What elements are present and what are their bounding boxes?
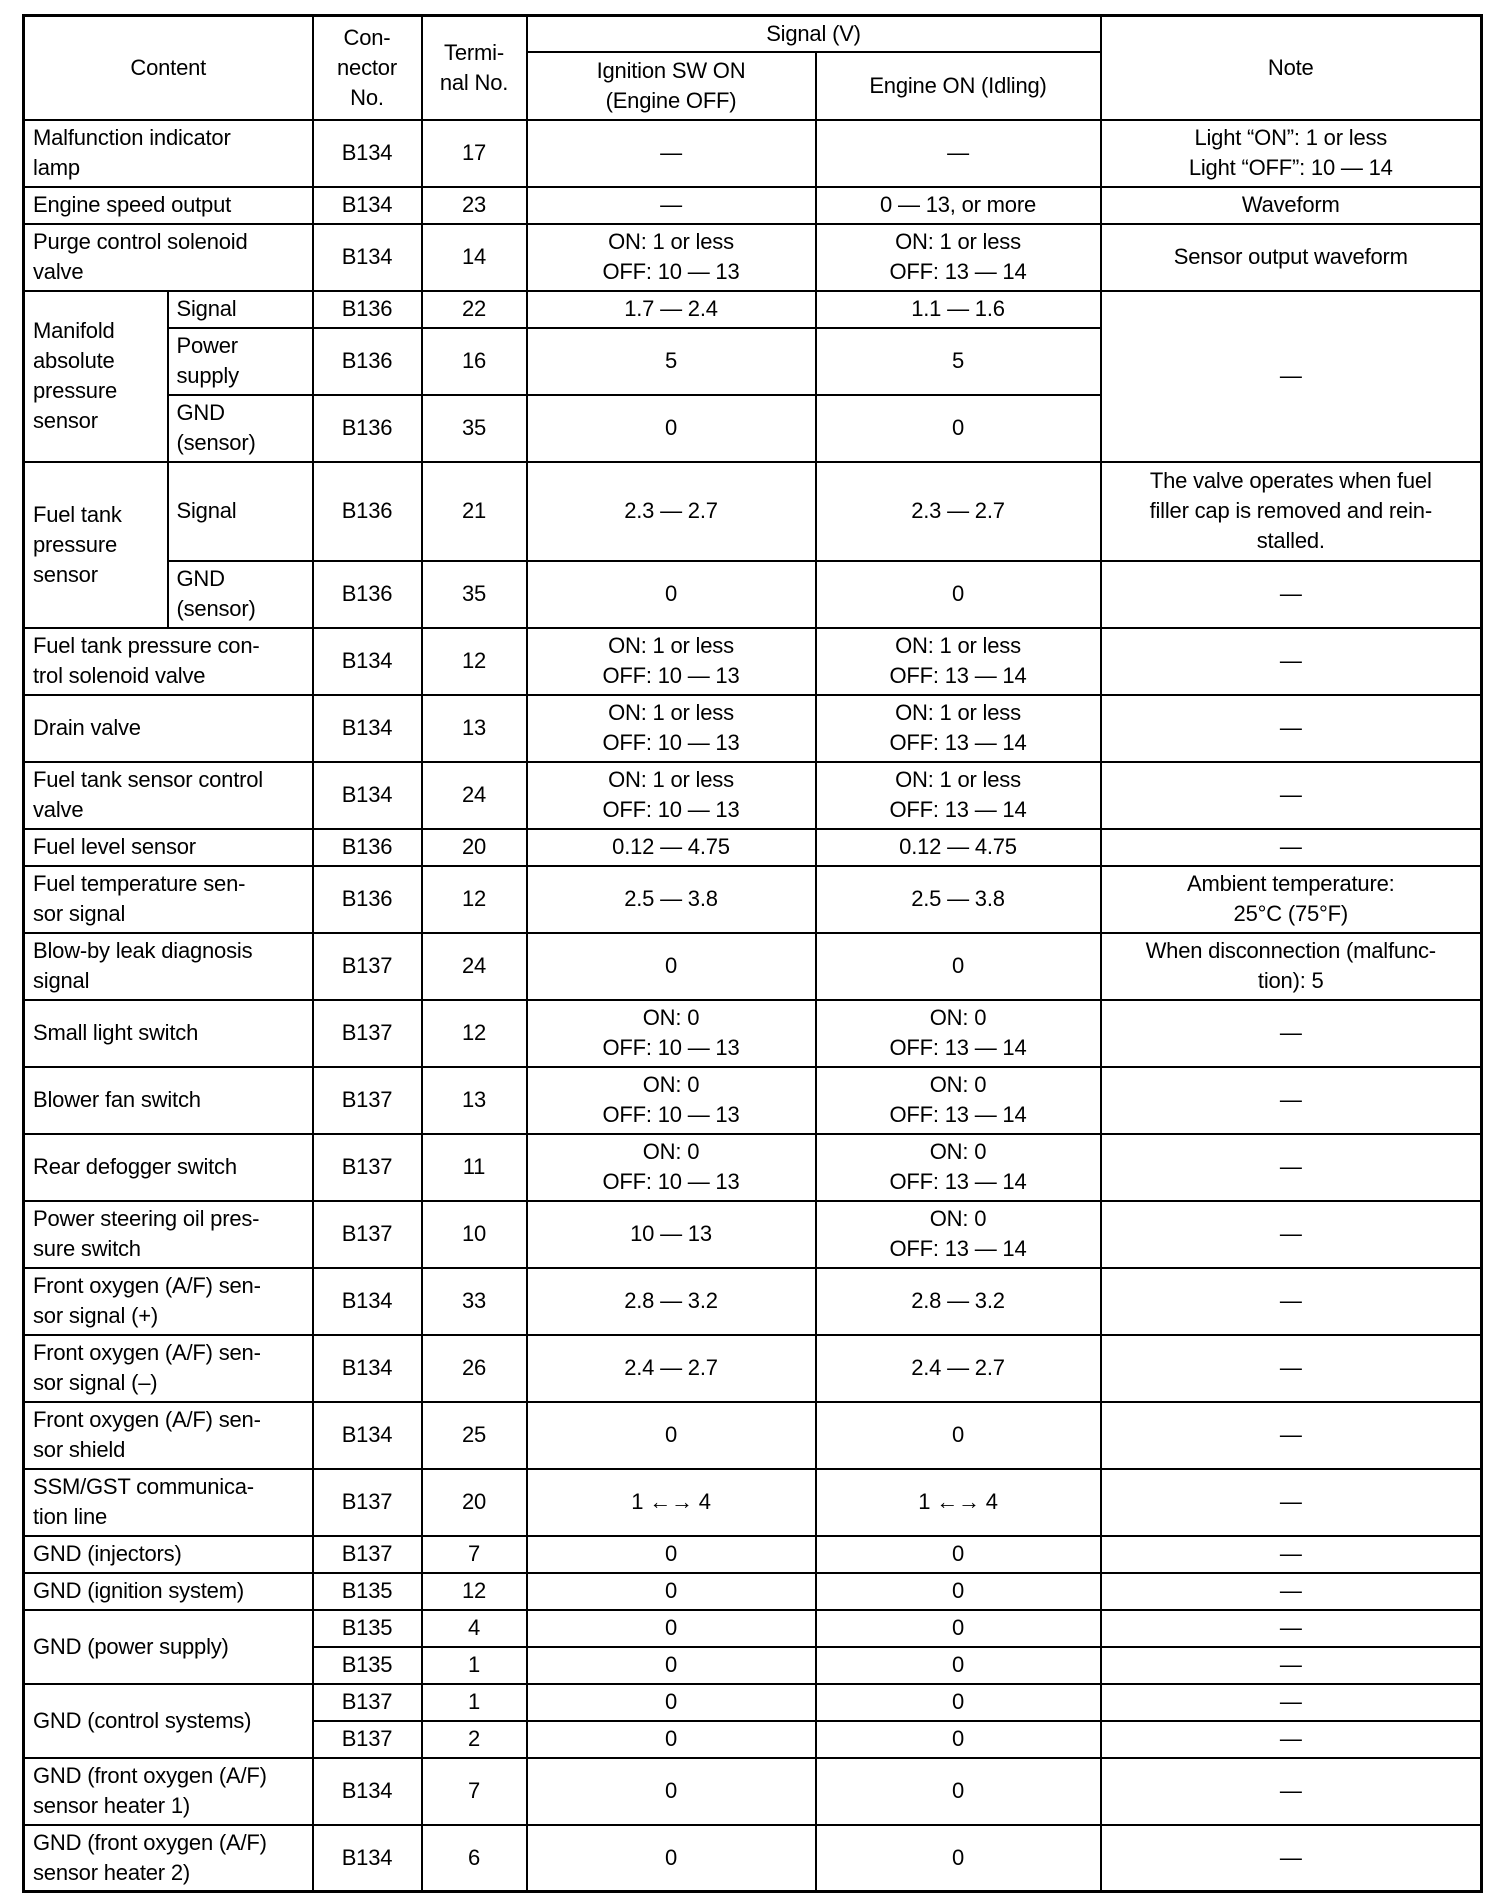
connector-cell: B137 xyxy=(313,933,422,1000)
signal-table xyxy=(22,14,1483,1893)
table-row xyxy=(24,1201,1482,1268)
connector-cell: B134 xyxy=(313,1825,422,1892)
engine-signal-cell: ON: 0 OFF: 13 — 14 xyxy=(816,1201,1101,1268)
note-cell: — xyxy=(1101,762,1482,829)
header-content: Content xyxy=(24,16,313,120)
engine-signal-cell: 2.4 — 2.7 xyxy=(816,1335,1101,1402)
content-cell: Front oxygen (A/F) sen- sor shield xyxy=(24,1402,313,1469)
header-engine: Engine ON (Idling) xyxy=(816,52,1101,120)
ignition-signal-cell: — xyxy=(527,187,816,224)
engine-signal-cell: 0.12 — 4.75 xyxy=(816,829,1101,866)
terminal-cell: 10 xyxy=(422,1201,527,1268)
terminal-cell: 35 xyxy=(422,561,527,628)
table-row xyxy=(24,1825,1482,1892)
connector-cell: B134 xyxy=(313,628,422,695)
content-cell: Blower fan switch xyxy=(24,1067,313,1134)
terminal-cell: 20 xyxy=(422,829,527,866)
note-cell: — xyxy=(1101,1536,1482,1573)
table-row xyxy=(24,1469,1482,1536)
ignition-signal-cell: ON: 0 OFF: 10 — 13 xyxy=(527,1000,816,1067)
note-cell: — xyxy=(1101,1684,1482,1721)
header-terminal: Termi- nal No. xyxy=(422,16,527,120)
table-row xyxy=(24,187,1482,224)
ignition-signal-cell: 0 xyxy=(527,1721,816,1758)
connector-cell: B134 xyxy=(313,120,422,187)
terminal-cell: 13 xyxy=(422,1067,527,1134)
terminal-cell: 12 xyxy=(422,1573,527,1610)
terminal-cell: 13 xyxy=(422,695,527,762)
connector-cell: B135 xyxy=(313,1573,422,1610)
connector-cell: B134 xyxy=(313,1758,422,1825)
content-cell: Fuel tank pressure sensor xyxy=(24,462,168,628)
engine-signal-cell: — xyxy=(816,120,1101,187)
table-row xyxy=(24,1402,1482,1469)
sub-content-cell: Signal xyxy=(168,291,313,328)
table-row xyxy=(24,1684,1482,1721)
ignition-signal-cell: 5 xyxy=(527,328,816,395)
content-cell: Front oxygen (A/F) sen- sor signal (–) xyxy=(24,1335,313,1402)
table-row xyxy=(24,762,1482,829)
engine-signal-cell: ON: 0 OFF: 13 — 14 xyxy=(816,1000,1101,1067)
ignition-signal-cell: ON: 1 or less OFF: 10 — 13 xyxy=(527,695,816,762)
ignition-signal-cell: ON: 0 OFF: 10 — 13 xyxy=(527,1134,816,1201)
note-cell: — xyxy=(1101,1647,1482,1684)
header-note: Note xyxy=(1101,16,1482,120)
engine-signal-cell: 0 xyxy=(816,1573,1101,1610)
engine-signal-cell: 2.3 — 2.7 xyxy=(816,462,1101,561)
table-row xyxy=(24,1758,1482,1825)
note-cell: — xyxy=(1101,1758,1482,1825)
connector-cell: B137 xyxy=(313,1469,422,1536)
terminal-cell: 7 xyxy=(422,1536,527,1573)
table-row xyxy=(24,866,1482,933)
engine-signal-cell: 1 ←→ 4 xyxy=(816,1469,1101,1536)
content-cell: Power steering oil pres- sure switch xyxy=(24,1201,313,1268)
terminal-cell: 1 xyxy=(422,1684,527,1721)
connector-cell: B134 xyxy=(313,1335,422,1402)
engine-signal-cell: ON: 1 or less OFF: 13 — 14 xyxy=(816,628,1101,695)
table-row xyxy=(24,224,1482,291)
ignition-signal-cell: ON: 1 or less OFF: 10 — 13 xyxy=(527,628,816,695)
table-row xyxy=(24,933,1482,1000)
table-row xyxy=(24,1573,1482,1610)
connector-cell: B136 xyxy=(313,328,422,395)
engine-signal-cell: 2.8 — 3.2 xyxy=(816,1268,1101,1335)
note-cell: — xyxy=(1101,695,1482,762)
ignition-signal-cell: 1.7 — 2.4 xyxy=(527,291,816,328)
terminal-cell: 12 xyxy=(422,1000,527,1067)
table-row xyxy=(24,1536,1482,1573)
terminal-cell: 12 xyxy=(422,628,527,695)
terminal-cell: 33 xyxy=(422,1268,527,1335)
engine-signal-cell: 0 xyxy=(816,1647,1101,1684)
ignition-signal-cell: 0 xyxy=(527,1402,816,1469)
engine-signal-cell: 2.5 — 3.8 xyxy=(816,866,1101,933)
connector-cell: B136 xyxy=(313,866,422,933)
table-row xyxy=(24,628,1482,695)
ignition-signal-cell: ON: 1 or less OFF: 10 — 13 xyxy=(527,762,816,829)
content-cell: Blow-by leak diagnosis signal xyxy=(24,933,313,1000)
content-cell: Engine speed output xyxy=(24,187,313,224)
content-cell: GND (power supply) xyxy=(24,1610,313,1684)
engine-signal-cell: 0 xyxy=(816,1721,1101,1758)
note-cell: — xyxy=(1101,291,1482,462)
note-cell: Waveform xyxy=(1101,187,1482,224)
table-row xyxy=(24,1067,1482,1134)
terminal-cell: 16 xyxy=(422,328,527,395)
terminal-cell: 25 xyxy=(422,1402,527,1469)
note-cell: — xyxy=(1101,1402,1482,1469)
connector-cell: B134 xyxy=(313,695,422,762)
ignition-signal-cell: — xyxy=(527,120,816,187)
connector-cell: B137 xyxy=(313,1000,422,1067)
note-cell: Light “ON”: 1 or less Light “OFF”: 10 — 14 xyxy=(1101,120,1482,187)
content-cell: GND (ignition system) xyxy=(24,1573,313,1610)
engine-signal-cell: 0 xyxy=(816,1402,1101,1469)
ignition-signal-cell: 0 xyxy=(527,1684,816,1721)
connector-cell: B136 xyxy=(313,561,422,628)
connector-cell: B136 xyxy=(313,829,422,866)
connector-cell: B136 xyxy=(313,462,422,561)
ignition-signal-cell: 2.5 — 3.8 xyxy=(527,866,816,933)
ignition-signal-cell: 0 xyxy=(527,933,816,1000)
content-cell: Drain valve xyxy=(24,695,313,762)
ignition-signal-cell: 10 — 13 xyxy=(527,1201,816,1268)
note-cell: — xyxy=(1101,1067,1482,1134)
engine-signal-cell: ON: 1 or less OFF: 13 — 14 xyxy=(816,224,1101,291)
note-cell: — xyxy=(1101,1335,1482,1402)
sub-content-cell: GND (sensor) xyxy=(168,395,313,462)
note-cell: — xyxy=(1101,1610,1482,1647)
content-cell: Fuel temperature sen- sor signal xyxy=(24,866,313,933)
note-cell: — xyxy=(1101,829,1482,866)
terminal-cell: 12 xyxy=(422,866,527,933)
connector-cell: B134 xyxy=(313,762,422,829)
connector-cell: B134 xyxy=(313,1268,422,1335)
ignition-signal-cell: ON: 0 OFF: 10 — 13 xyxy=(527,1067,816,1134)
table-row xyxy=(24,1000,1482,1067)
header-ignition: Ignition SW ON (Engine OFF) xyxy=(527,52,816,120)
note-cell: When disconnection (malfunc- tion): 5 xyxy=(1101,933,1482,1000)
connector-cell: B135 xyxy=(313,1647,422,1684)
connector-cell: B137 xyxy=(313,1536,422,1573)
terminal-cell: 1 xyxy=(422,1647,527,1684)
table-row xyxy=(24,120,1482,187)
note-cell: — xyxy=(1101,1201,1482,1268)
sub-content-cell: Power supply xyxy=(168,328,313,395)
note-cell: — xyxy=(1101,1268,1482,1335)
content-cell: Front oxygen (A/F) sen- sor signal (+) xyxy=(24,1268,313,1335)
terminal-cell: 20 xyxy=(422,1469,527,1536)
engine-signal-cell: ON: 0 OFF: 13 — 14 xyxy=(816,1067,1101,1134)
ignition-signal-cell: 0 xyxy=(527,1573,816,1610)
content-cell: GND (control systems) xyxy=(24,1684,313,1758)
ignition-signal-cell: 0 xyxy=(527,395,816,462)
content-cell: SSM/GST communica- tion line xyxy=(24,1469,313,1536)
connector-cell: B137 xyxy=(313,1684,422,1721)
connector-cell: B135 xyxy=(313,1610,422,1647)
table-row xyxy=(24,1335,1482,1402)
connector-cell: B136 xyxy=(313,395,422,462)
table-row xyxy=(24,291,1482,328)
terminal-cell: 24 xyxy=(422,762,527,829)
terminal-cell: 24 xyxy=(422,933,527,1000)
ignition-signal-cell: 0 xyxy=(527,1825,816,1892)
engine-signal-cell: ON: 1 or less OFF: 13 — 14 xyxy=(816,762,1101,829)
connector-cell: B136 xyxy=(313,291,422,328)
note-cell: — xyxy=(1101,1000,1482,1067)
engine-signal-cell: ON: 0 OFF: 13 — 14 xyxy=(816,1134,1101,1201)
content-cell: Small light switch xyxy=(24,1000,313,1067)
engine-signal-cell: 0 xyxy=(816,561,1101,628)
content-cell: Fuel level sensor xyxy=(24,829,313,866)
header-signal: Signal (V) xyxy=(527,16,1101,52)
ignition-signal-cell: 2.3 — 2.7 xyxy=(527,462,816,561)
ignition-signal-cell: 0 xyxy=(527,1610,816,1647)
content-cell: Purge control solenoid valve xyxy=(24,224,313,291)
connector-cell: B134 xyxy=(313,224,422,291)
table-row xyxy=(24,695,1482,762)
note-cell: The valve operates when fuel filler cap is removed and rein- stalled. xyxy=(1101,462,1482,561)
engine-signal-cell: 1.1 — 1.6 xyxy=(816,291,1101,328)
content-cell: Fuel tank pressure con- trol solenoid valve xyxy=(24,628,313,695)
content-cell: Malfunction indicator lamp xyxy=(24,120,313,187)
ignition-signal-cell: 0.12 — 4.75 xyxy=(527,829,816,866)
terminal-cell: 7 xyxy=(422,1758,527,1825)
connector-cell: B134 xyxy=(313,187,422,224)
terminal-cell: 6 xyxy=(422,1825,527,1892)
engine-signal-cell: 0 xyxy=(816,1758,1101,1825)
connector-cell: B137 xyxy=(313,1067,422,1134)
engine-signal-cell: 0 — 13, or more xyxy=(816,187,1101,224)
terminal-cell: 23 xyxy=(422,187,527,224)
connector-cell: B134 xyxy=(313,1402,422,1469)
sub-content-cell: Signal xyxy=(168,462,313,561)
content-cell: Fuel tank sensor control valve xyxy=(24,762,313,829)
table-row xyxy=(24,1134,1482,1201)
ignition-signal-cell: 2.4 — 2.7 xyxy=(527,1335,816,1402)
content-cell: GND (front oxygen (A/F) sensor heater 2) xyxy=(24,1825,313,1892)
note-cell: — xyxy=(1101,1573,1482,1610)
ignition-signal-cell: 0 xyxy=(527,1647,816,1684)
sub-content-cell: GND (sensor) xyxy=(168,561,313,628)
ignition-signal-cell: 1 ←→ 4 xyxy=(527,1469,816,1536)
content-cell: Rear defogger switch xyxy=(24,1134,313,1201)
table-row xyxy=(24,561,1482,628)
note-cell: — xyxy=(1101,1825,1482,1892)
connector-cell: B137 xyxy=(313,1721,422,1758)
ignition-signal-cell: 0 xyxy=(527,561,816,628)
table-row xyxy=(24,1268,1482,1335)
header-connector: Con- nector No. xyxy=(313,16,422,120)
engine-signal-cell: 0 xyxy=(816,1825,1101,1892)
note-cell: — xyxy=(1101,628,1482,695)
note-cell: — xyxy=(1101,561,1482,628)
table-row xyxy=(24,829,1482,866)
connector-cell: B137 xyxy=(313,1201,422,1268)
content-cell: Manifold absolute pressure sensor xyxy=(24,291,168,462)
engine-signal-cell: 0 xyxy=(816,1610,1101,1647)
note-cell: — xyxy=(1101,1469,1482,1536)
terminal-cell: 14 xyxy=(422,224,527,291)
engine-signal-cell: ON: 1 or less OFF: 13 — 14 xyxy=(816,695,1101,762)
engine-signal-cell: 0 xyxy=(816,1536,1101,1573)
terminal-cell: 21 xyxy=(422,462,527,561)
connector-cell: B137 xyxy=(313,1134,422,1201)
engine-signal-cell: 0 xyxy=(816,395,1101,462)
note-cell: Ambient temperature: 25°C (75°F) xyxy=(1101,866,1482,933)
ignition-signal-cell: 2.8 — 3.2 xyxy=(527,1268,816,1335)
content-cell: GND (injectors) xyxy=(24,1536,313,1573)
terminal-cell: 17 xyxy=(422,120,527,187)
ignition-signal-cell: 0 xyxy=(527,1536,816,1573)
terminal-cell: 35 xyxy=(422,395,527,462)
engine-signal-cell: 0 xyxy=(816,1684,1101,1721)
terminal-cell: 4 xyxy=(422,1610,527,1647)
note-cell: — xyxy=(1101,1721,1482,1758)
terminal-cell: 11 xyxy=(422,1134,527,1201)
engine-signal-cell: 0 xyxy=(816,933,1101,1000)
terminal-cell: 2 xyxy=(422,1721,527,1758)
ignition-signal-cell: 0 xyxy=(527,1758,816,1825)
terminal-cell: 22 xyxy=(422,291,527,328)
content-cell: GND (front oxygen (A/F) sensor heater 1) xyxy=(24,1758,313,1825)
engine-signal-cell: 5 xyxy=(816,328,1101,395)
note-cell: Sensor output waveform xyxy=(1101,224,1482,291)
terminal-cell: 26 xyxy=(422,1335,527,1402)
table-row xyxy=(24,1610,1482,1647)
note-cell: — xyxy=(1101,1134,1482,1201)
table-row xyxy=(24,462,1482,561)
table-body xyxy=(24,120,1482,1892)
ignition-signal-cell: ON: 1 or less OFF: 10 — 13 xyxy=(527,224,816,291)
